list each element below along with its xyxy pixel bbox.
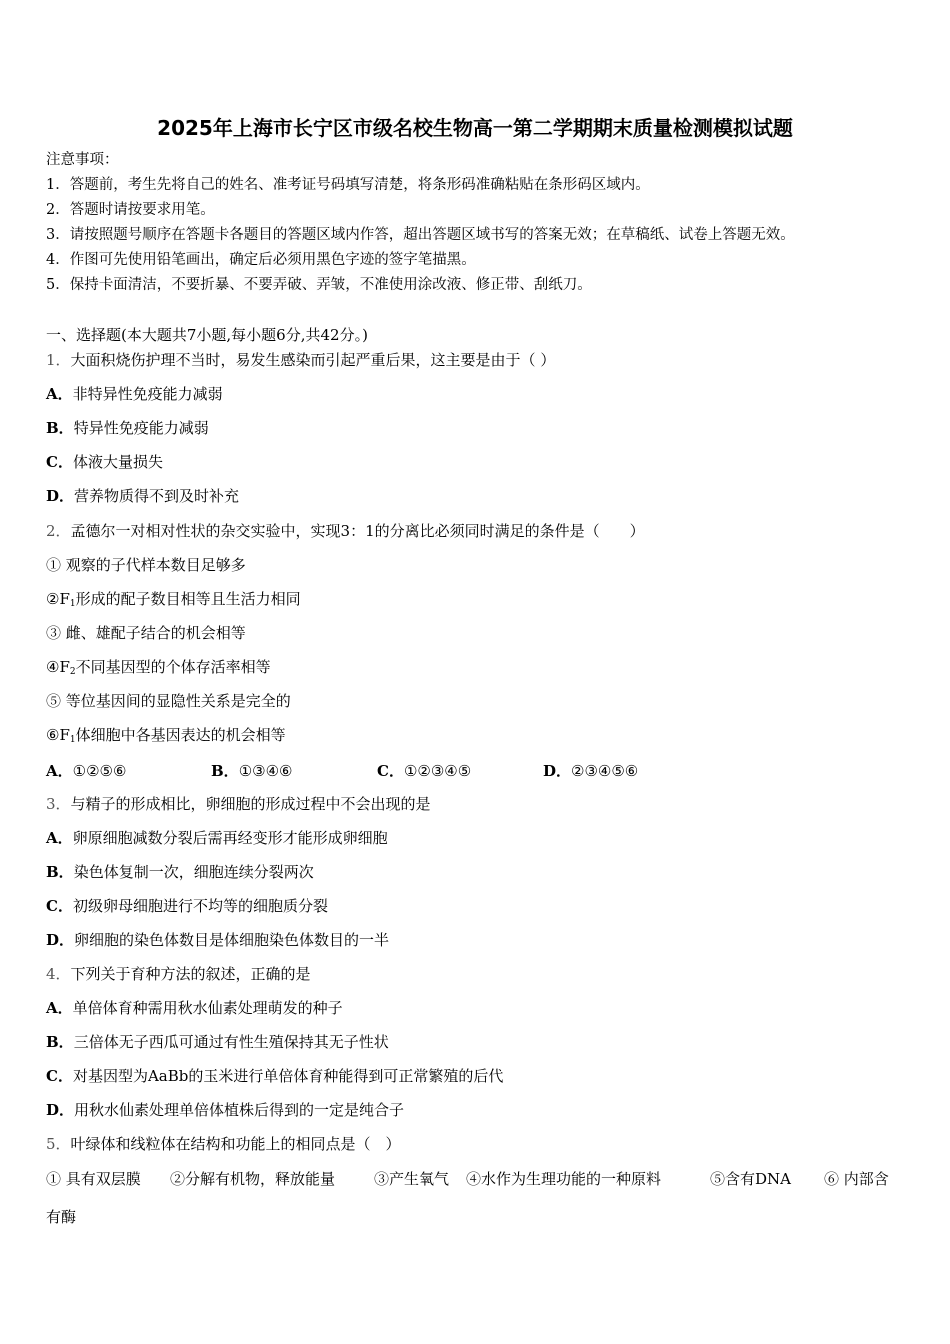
option-letter: B． [46,419,74,437]
question-text: 与精子的形成相比，卵细胞的形成过程中不会出现的是 [70,795,431,813]
question-number: 5． [46,1135,71,1153]
option-letter: C． [46,453,73,471]
option-d [46,930,389,950]
condition-item [46,657,271,682]
option-text: 染色体复制一次，细胞连续分裂两次 [73,863,314,881]
condition-text: ②F [46,590,70,608]
option-c [46,452,163,472]
option-letter: D． [46,1101,75,1119]
question-number: 4． [46,965,71,983]
condition-text: ① 观察的子代样本数目足够多 [46,556,246,574]
choice-b [211,760,292,781]
page-title: 2025年上海市长宁区市级名校生物高一第二学期期末质量检测模拟试题 [157,116,793,140]
option-a [46,998,343,1018]
option-letter: A． [46,385,73,403]
question-text: 孟德尔一对相对性状的杂交实验中，实现3：1的分离比必须同时满足的条件是（ ） [70,522,645,540]
question-text: 叶绿体和线粒体在结构和功能上的相同点是（ ） [70,1135,401,1153]
question-4 [46,964,311,984]
option-text: 体液大量损失 [72,453,163,471]
notice-item: 5．保持卡面清洁，不要折暴、不要弄破、弄皱，不准使用涂改液、修正带、刮纸刀。 [46,277,592,293]
q5-item: ① 具有双层膜 [46,1170,141,1188]
condition-item [46,725,286,750]
option-text: 特异性免疫能力减弱 [73,419,209,437]
condition-text: 形成的配子数目相等且生活力相同 [75,590,301,608]
option-b [46,862,314,882]
option-letter: B． [46,863,74,881]
option-letter: D． [46,931,75,949]
option-d [46,1100,404,1120]
option-text: ①②⑤⑥ [72,762,127,780]
option-text: 初级卵母细胞进行不均等的细胞质分裂 [72,897,328,915]
option-text: ①②③④⑤ [403,762,472,780]
option-letter: B． [211,762,239,780]
section-heading: 一、选择题(本大题共7小题,每小题6分,共42分。) [46,326,368,344]
option-letter: C． [46,1067,73,1085]
question-3 [46,794,431,814]
option-d [46,486,239,506]
notice-item: 4．作图可先使用铅笔画出，确定后必须用黑色字迹的签字笔描黑。 [46,252,476,268]
option-letter: C． [46,897,73,915]
option-letter: A． [46,999,73,1017]
question-text: 大面积烧伤护理不当时，易发生感染而引起严重后果，这主要是由于（ ） [70,351,556,369]
option-text: 用秋水仙素处理单倍体植株后得到的一定是纯合子 [74,1101,405,1119]
condition-text: ③ 雌、雄配子结合的机会相等 [46,624,246,642]
subscript: 1 [69,735,76,745]
subscript: 1 [69,599,76,609]
option-text: ②③④⑤⑥ [571,762,639,780]
option-c [46,1066,503,1086]
choice-c [377,760,471,781]
option-b [46,418,209,438]
condition-text: 体细胞中各基因表达的机会相等 [75,726,286,744]
option-text: 对基因型为AaBb的玉米进行单倍体育种能得到可正常繁殖的后代 [72,1067,504,1085]
option-text: ①③④⑥ [238,762,293,780]
condition-item [46,589,301,614]
subscript: 2 [69,667,76,677]
option-text: 卵原细胞减数分裂后需再经变形才能形成卵细胞 [72,829,388,847]
option-text: 三倍体无子西瓜可通过有性生殖保持其无子性状 [73,1033,389,1051]
choice-a [46,760,126,781]
question-number: 3． [46,795,71,813]
question-5 [46,1134,401,1154]
q5-item: ⑥ 内部含 [824,1170,889,1188]
option-text: 单倍体育种需用秋水仙素处理萌发的种子 [72,999,343,1017]
question-number: 1． [46,351,71,369]
condition-text: 不同基因型的个体存活率相等 [75,658,271,676]
notice-heading: 注意事项： [46,152,119,168]
question-1 [46,350,555,370]
question-2 [46,521,645,541]
q5-continuation: 有酶 [46,1208,77,1226]
q5-item: ③产生氧气 [374,1170,450,1188]
option-letter: B． [46,1033,74,1051]
option-letter: D． [46,487,75,505]
option-letter: A． [46,762,73,780]
notice-item: 2．答题时请按要求用笔。 [46,202,215,218]
option-text: 非特异性免疫能力减弱 [72,385,223,403]
option-a [46,384,223,404]
question-number: 2． [46,522,71,540]
option-text: 营养物质得不到及时补充 [74,487,240,505]
option-c [46,896,328,916]
choice-d [543,760,638,781]
condition-text: ⑥F [46,726,70,744]
condition-text: ④F [46,658,70,676]
condition-item [46,623,246,648]
notice-item: 1．答题前，考生先将自己的姓名、准考证号码填写清楚，将条形码准确粘贴在条形码区域内。 [46,177,650,193]
option-letter: C． [377,762,404,780]
option-a [46,828,388,848]
option-letter: D． [543,762,572,780]
q5-item: ⑤含有DNA [710,1170,791,1188]
condition-item [46,555,246,580]
condition-item [46,691,291,716]
question-text: 下列关于育种方法的叙述，正确的是 [70,965,311,983]
condition-text: ⑤ 等位基因间的显隐性关系是完全的 [46,692,291,710]
q5-item: ④水作为生理功能的一种原料 [466,1170,662,1188]
option-text: 卵细胞的染色体数目是体细胞染色体数目的一半 [74,931,390,949]
option-letter: A． [46,829,73,847]
option-b [46,1032,389,1052]
notice-item: 3．请按照题号顺序在答题卡各题目的答题区域内作答，超出答题区域书写的答案无效；在草稿纸、试卷上答题无效。 [46,227,795,243]
q5-item: ②分解有机物，释放能量 [170,1170,336,1188]
